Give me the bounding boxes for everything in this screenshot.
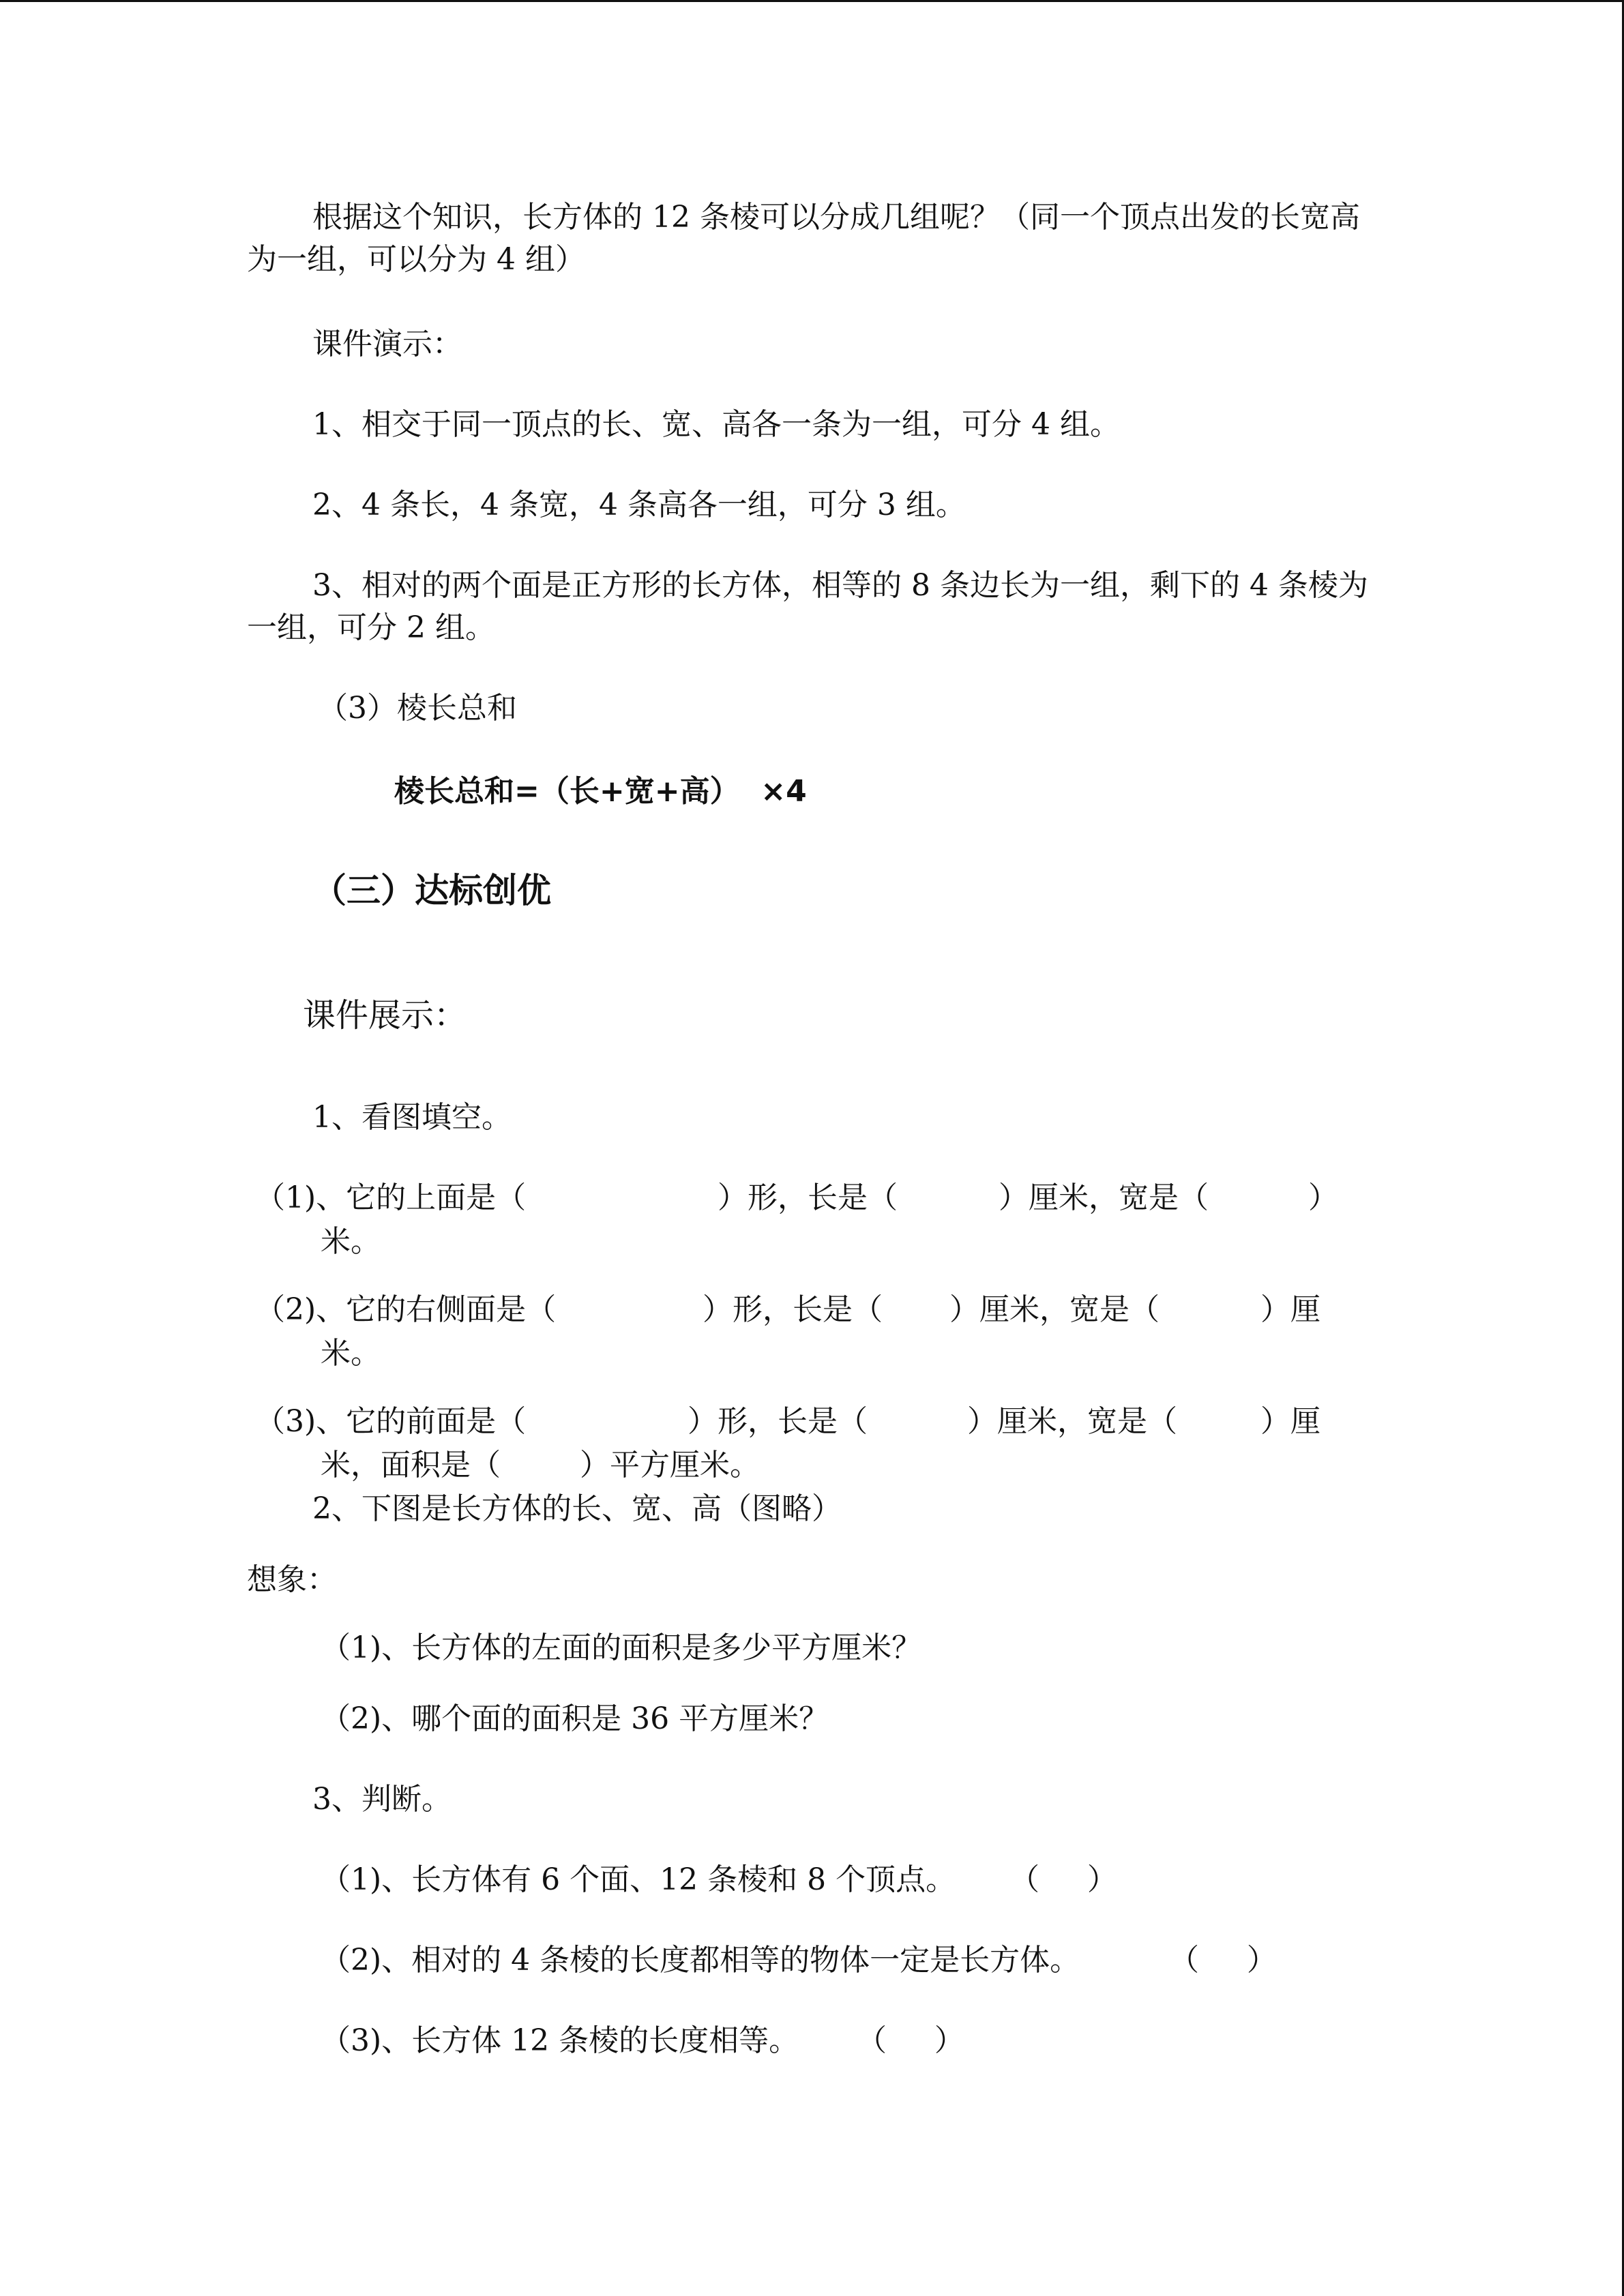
q3-item-1-blank: （ ）: [1009, 1862, 1117, 1897]
q1-2-part-a: （2)、它的右侧面是（: [255, 1292, 557, 1327]
q1-1-part-b: ）形，长是（: [718, 1180, 898, 1215]
q1-3-part-e: 米，面积是（: [321, 1448, 501, 1482]
q1-3-part-c: ）厘米，宽是（: [967, 1404, 1177, 1439]
paragraph-edge-groups: 根据这个知识，长方体的 12 条棱可以分成几组呢？（同一个顶点出发的长宽高为一组，可以分为 4 组）: [247, 200, 1360, 277]
imagine-label: 想象：: [247, 1562, 337, 1597]
formula-edge-total: 棱长总和=（长+宽+高） ×4: [394, 774, 807, 809]
q1-3-part-a: （3)、它的前面是（: [255, 1404, 527, 1439]
q1-3-part-b: ）形，长是（: [688, 1404, 868, 1439]
q1-2-part-c: ）厘米，宽是（: [949, 1292, 1160, 1327]
q1-2-part-e: 米。: [321, 1336, 381, 1371]
question-2-title: 2、下图是长方体的长、宽、高（图略）: [312, 1491, 842, 1526]
q3-item-3-blank: （ ）: [857, 2023, 964, 2058]
question-1-title: 1、看图填空。: [312, 1100, 512, 1135]
q2-item-2: （2)、哪个面的面积是 36 平方厘米？: [321, 1701, 829, 1736]
subheading-edge-total: （3）棱长总和: [318, 691, 517, 726]
demo-item-1: 1、相交于同一顶点的长、宽、高各一条为一组，可分 4 组。: [312, 407, 1120, 442]
question-3-title: 3、判断。: [312, 1782, 452, 1817]
q1-1-part-a: （1)、它的上面是（: [255, 1180, 527, 1215]
q1-1-part-d: ）: [1308, 1180, 1338, 1215]
q3-item-3: （3)、长方体 12 条棱的长度相等。: [321, 2023, 799, 2058]
q3-item-2-blank: （ ）: [1169, 1943, 1277, 1978]
q1-3-part-d: ）厘: [1260, 1404, 1320, 1439]
q1-1-part-c: ）厘米，宽是（: [999, 1180, 1209, 1215]
page-border-top: [0, 0, 1624, 2]
q1-2-part-d: ）厘: [1260, 1292, 1320, 1327]
q3-item-2: （2)、相对的 4 条棱的长度都相等的物体一定是长方体。: [321, 1943, 1080, 1978]
q1-2-part-b: ）形，长是（: [703, 1292, 883, 1327]
demo-item-2: 2、4 条长，4 条宽，4 条高各一组，可分 3 组。: [312, 488, 966, 522]
q3-item-1: （1)、长方体有 6 个面、12 条棱和 8 个顶点。: [321, 1862, 956, 1897]
courseware-demo-label: 课件演示：: [312, 327, 462, 361]
q1-3-part-f: ）平方厘米。: [580, 1448, 760, 1482]
q2-item-1: （1)、长方体的左面的面积是多少平方厘米？: [321, 1630, 922, 1665]
section-heading: （三）达标创优: [312, 871, 551, 910]
demo-item-3: 3、相对的两个面是正方形的长方体，相等的 8 条边长为一组，剩下的 4 条棱为一组，可分 2 组。: [247, 568, 1368, 645]
courseware-display-label: 课件展示：: [303, 996, 467, 1034]
q1-1-part-e: 米。: [321, 1224, 381, 1259]
